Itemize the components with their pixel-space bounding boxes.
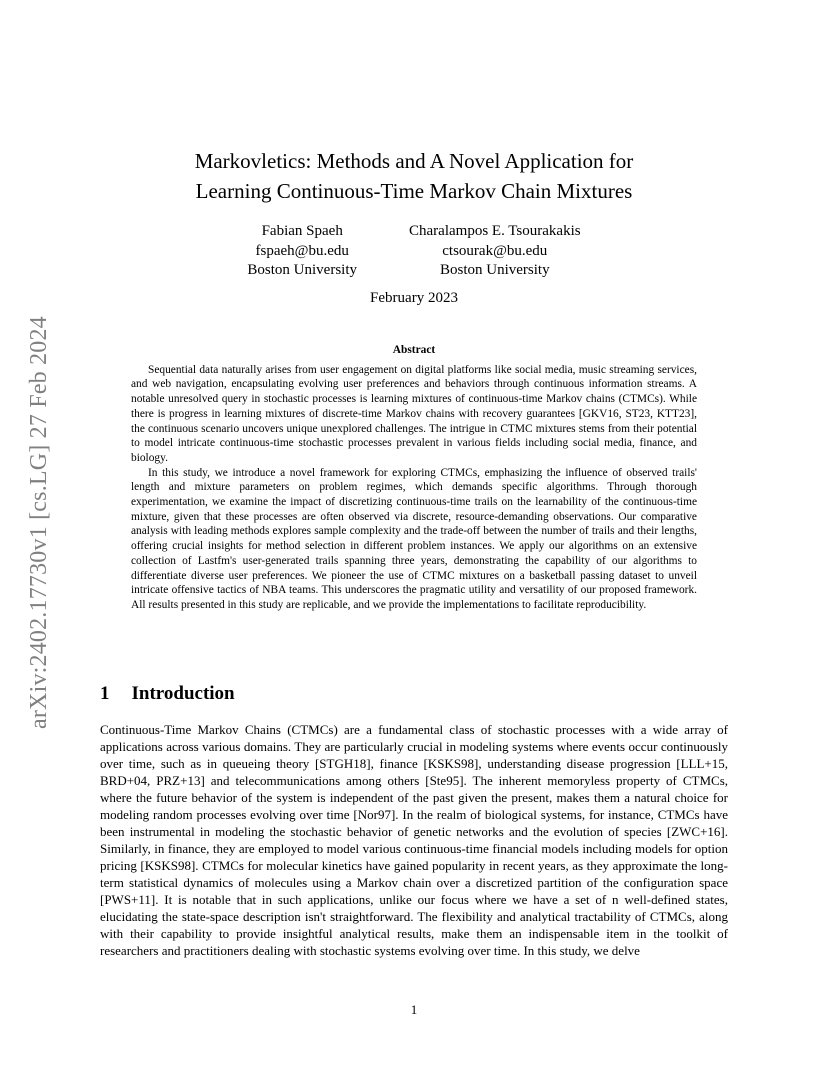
paper-title — [100, 146, 728, 206]
arxiv-identifier-stamp: arXiv:2402.17730v1 [cs.LG] 27 Feb 2024 — [26, 316, 52, 730]
introduction-paragraph: Continuous-Time Markov Chains (CTMCs) are a fundamental class of stochastic processes with a wide array of applications across various domains. They are particularly crucial in modeling systems where events occur continuously over time, such as in queueing theory [STGH18], finance [KSKS98], understanding disease progression [LLL+15, BRD+04, PRZ+13] and telecommunications among others [Ste95]. The inherent memoryless property of CTMCs, where the future behavior of the system is independent of the past given the present, makes them a natural choice for modeling random processes evolving over time [Nor97]. In the realm of biological systems, for instance, CTMCs have been instrumental in modeling the stochastic behavior of genetic networks and the evolution of species [ZWC+16]. Similarly, in finance, they are employed to model various continuous-time financial models including models for option pricing [KSKS98]. CTMCs for molecular kinetics have gained popularity in recent years, as they approximate the long-term statistical dynamics of molecules using a Markov chain over a discretized partition of the configuration space [PWS+11]. It is notable that in such applications, unlike our focus where we have a set of n well-defined states, elucidating the state-space description isn't straightforward. The flexibility and analytical tractability of CTMCs, along with their capability to provide insightful analytical results, make them an indispensable item in the toolkit of researchers and practitioners dealing with stochastic systems evolving over time. In this study, we delve — [100, 722, 728, 958]
author-email: fspaeh@bu.edu — [255, 242, 349, 259]
abstract-paragraph-1: Sequential data naturally arises from user engagement on digital platforms like social media, music streaming services, and web navigation, encapsulating evolving user preferences and behaviors through continuous information streams. A notable unresolved query in stochastic processes is learning mixtures of continuous-time Markov chains (CTMCs). While there is progress in learning mixtures of discrete-time Markov chains with recovery guarantees [GKV16, ST23, KTT23], the continuous scenario uncovers unique unexplored challenges. The intrigue in CTMC mixtures stems from their potential to model intricate continuous-time stochastic processes prevalent in various fields including social media, finance, and biology. — [131, 363, 697, 464]
author-affiliation: Boston University — [440, 262, 550, 278]
author-affiliation: Boston University — [247, 262, 358, 278]
author-2 — [409, 222, 581, 281]
publication-date: February 2023 — [370, 290, 458, 306]
author-name: Charalampos E. Tsourakakis — [409, 223, 581, 239]
section-number: 1 — [100, 683, 110, 704]
title-line-2: Learning Continuous-Time Markov Chain Mixtures — [195, 179, 633, 203]
abstract — [131, 343, 697, 613]
title-line-1: Markovletics: Methods and A Novel Application for — [194, 149, 634, 173]
page-number: 1 — [410, 1002, 418, 1017]
author-block — [0, 222, 828, 281]
abstract-paragraph-2: In this study, we introduce a novel framework for exploring CTMCs, emphasizing the influence of observed trails' length and mixture parameters on problem regimes, which demands specific algorithms. Through thorough experimentation, we examine the impact of discretizing continuous-time trails on the learnability of the continuous-time mixture, given that these processes are often observed via discrete, resource-demanding observations. Our comparative analysis with leading methods explores sample complexity and the trade-off between the number of trails and their lengths, offering crucial insights for method selection in different problem instances. We apply our algorithms on an extensive collection of Lastfm's user-generated trails spanning three years, demonstrating the capability of our algorithms to differentiate diverse user preferences. We pioneer the use of CTMC mixtures on a basketball passing dataset to unveil intricate offensive tactics of NBA teams. This underscores the pragmatic utility and versatility of our proposed framework. All results presented in this study are replicable, and we provide the implementations to facilitate reproducibility. — [131, 466, 697, 611]
author-name: Fabian Spaeh — [261, 223, 343, 239]
introduction-body — [100, 721, 728, 959]
abstract-heading: Abstract — [392, 344, 436, 356]
section-heading — [100, 683, 235, 705]
section-title: Introduction — [131, 683, 235, 704]
author-1 — [247, 222, 357, 281]
author-email: ctsourak@bu.edu — [442, 242, 548, 259]
